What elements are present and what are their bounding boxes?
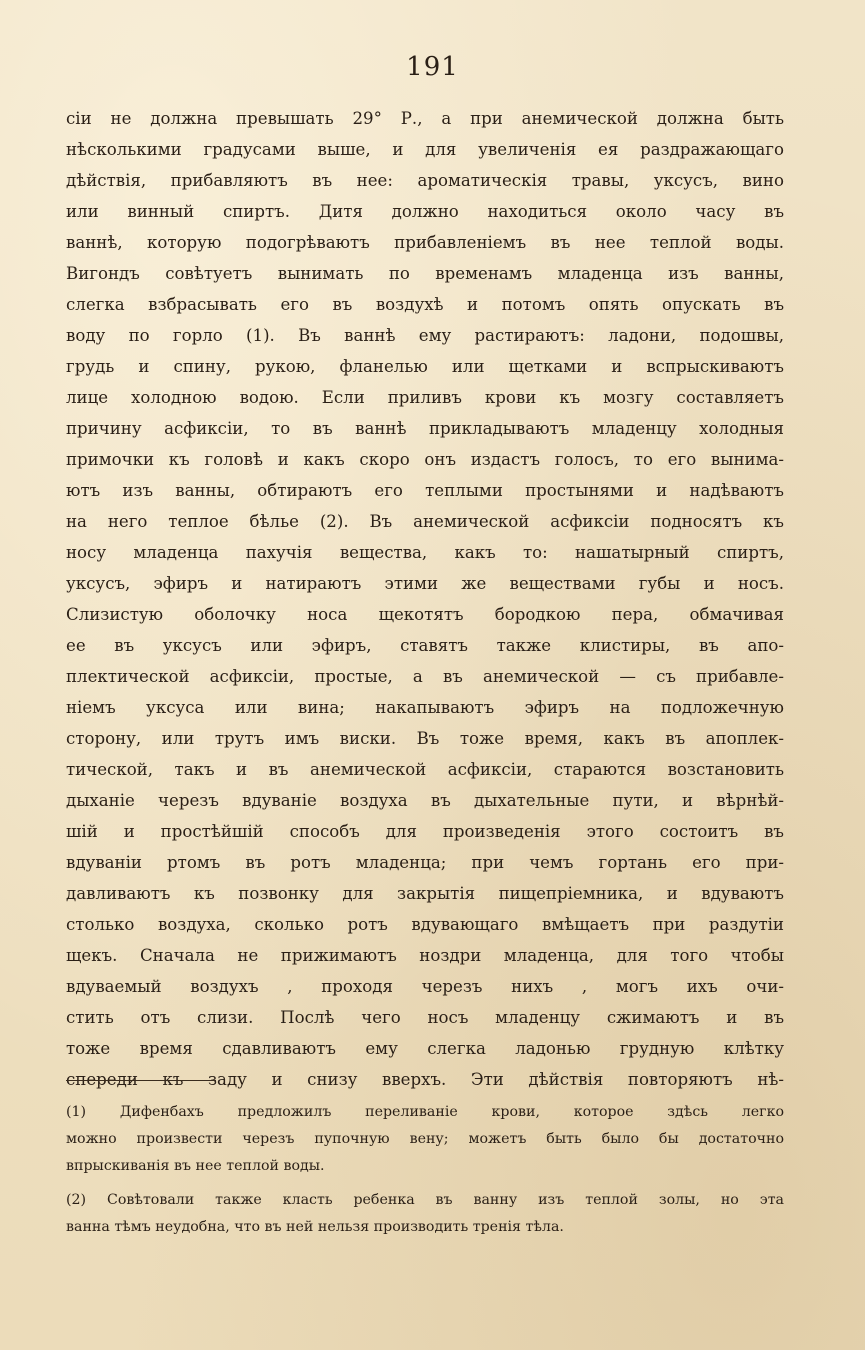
text-line: столько воздуха, сколько ротъ вдувающаго вмѣщаетъ при раздутіи [66,915,784,934]
footnotes [66,1099,784,1241]
footnote-line: можно произвести черезъ пупочную вену; можетъ быть было бы достаточно [66,1131,784,1147]
footnote-1 [66,1099,784,1180]
text-line: носу младенца пахучія вещества, какъ то: нашатырный спиртъ, [66,543,784,562]
text-line: вдуваніи ртомъ въ ротъ младенца; при чемъ гортань его при- [66,853,784,872]
text-line: нѣсколькими градусами выше, и для увеличенія ея раздражающаго [66,140,784,159]
text-line: давливаютъ къ позвонку для закрытія пищепріемника, и вдуваютъ [66,884,784,903]
text-line: ее въ уксусъ или эфиръ, ставятъ также клистиры, въ апо- [66,636,784,655]
text-line: Слизистую оболочку носа щекотятъ бородкою пера, обмачивая [66,605,784,624]
text-line: спереди къ заду и снизу вверхъ. Эти дѣйствія повторяютъ нѣ- [66,1070,784,1089]
text-line: тоже время сдавливаютъ ему слегка ладонью грудную клѣтку [66,1039,784,1058]
text-line: Вигондъ совѣтуетъ вынимать по временамъ младенца изъ ванны, [66,264,784,283]
text-line: дѣйствія, прибавляютъ въ нее: ароматическія травы, уксусъ, вино [66,171,784,190]
footnote-2 [66,1187,784,1241]
text-line: причину асфиксіи, то въ ваннѣ прикладываютъ младенцу холодныя [66,419,784,438]
footnote-line: ванна тѣмъ неудобна, что въ ней нельзя производить тренія тѣла. [66,1219,564,1235]
text-line: воду по горло (1). Въ ваннѣ ему растираютъ: ладони, подошвы, [66,326,784,345]
text-line: или винный спиртъ. Дитя должно находиться около часу въ [66,202,784,221]
text-line: вдуваемый воздухъ , проходя черезъ нихъ , могъ ихъ очи- [66,977,784,996]
footnote-line: (2) Совѣтовали также класть ребенка въ ванну изъ теплой золы, но эта [66,1192,784,1208]
text-line: дыханіе черезъ вдуваніе воздуха въ дыхательные пути, и вѣрнѣй- [66,791,784,810]
text-line: уксусъ, эфиръ и натираютъ этими же веществами губы и носъ. [66,574,784,593]
text-line: сторону, или трутъ имъ виски. Въ тоже время, какъ въ апоплек- [66,729,784,748]
text-line: ютъ изъ ванны, обтираютъ его теплыми простынями и надѣваютъ [66,481,784,500]
footnote-line: (1) Дифенбахъ предложилъ переливаніе крови, которое здѣсь легко [66,1104,784,1120]
text-line: на него теплое бѣлье (2). Въ анемической асфиксіи подносятъ къ [66,512,784,531]
text-line: грудь и спину, рукою, фланелью или щетками и вспрыскиваютъ [66,357,784,376]
text-line: щекъ. Сначала не прижимаютъ ноздри младенца, для того чтобы [66,946,784,965]
text-line: слегка взбрасывать его въ воздухѣ и потомъ опять опускать въ [66,295,784,314]
text-line: плектической асфиксіи, простые, а въ анемической — съ прибавле- [66,667,784,686]
text-line: сіи не должна превышать 29° Р., а при анемической должна быть [66,109,784,128]
footnote-line: впрыскиванія въ нее теплой воды. [66,1158,325,1174]
text-line: лице холодною водою. Если приливъ крови къ мозгу составляетъ [66,388,784,407]
page-number: 191 [406,52,459,82]
text-line: ваннѣ, которую подогрѣваютъ прибавленіемъ въ нее теплой воды. [66,233,784,252]
text-line: тической, такъ и въ анемической асфиксіи, стараются возстановить [66,760,784,779]
main-text-block [66,103,784,1095]
footnote-divider [66,1080,216,1081]
text-line: примочки къ головѣ и какъ скоро онъ издастъ голосъ, то его вынима- [66,450,784,469]
text-line: ніемъ уксуса или вина; накапываютъ эфиръ на подложечную [66,698,784,717]
text-line: стить отъ слизи. Послѣ чего носъ младенцу сжимаютъ и въ [66,1008,784,1027]
text-line: шій и простѣйшій способъ для произведенія этого состоитъ въ [66,822,784,841]
